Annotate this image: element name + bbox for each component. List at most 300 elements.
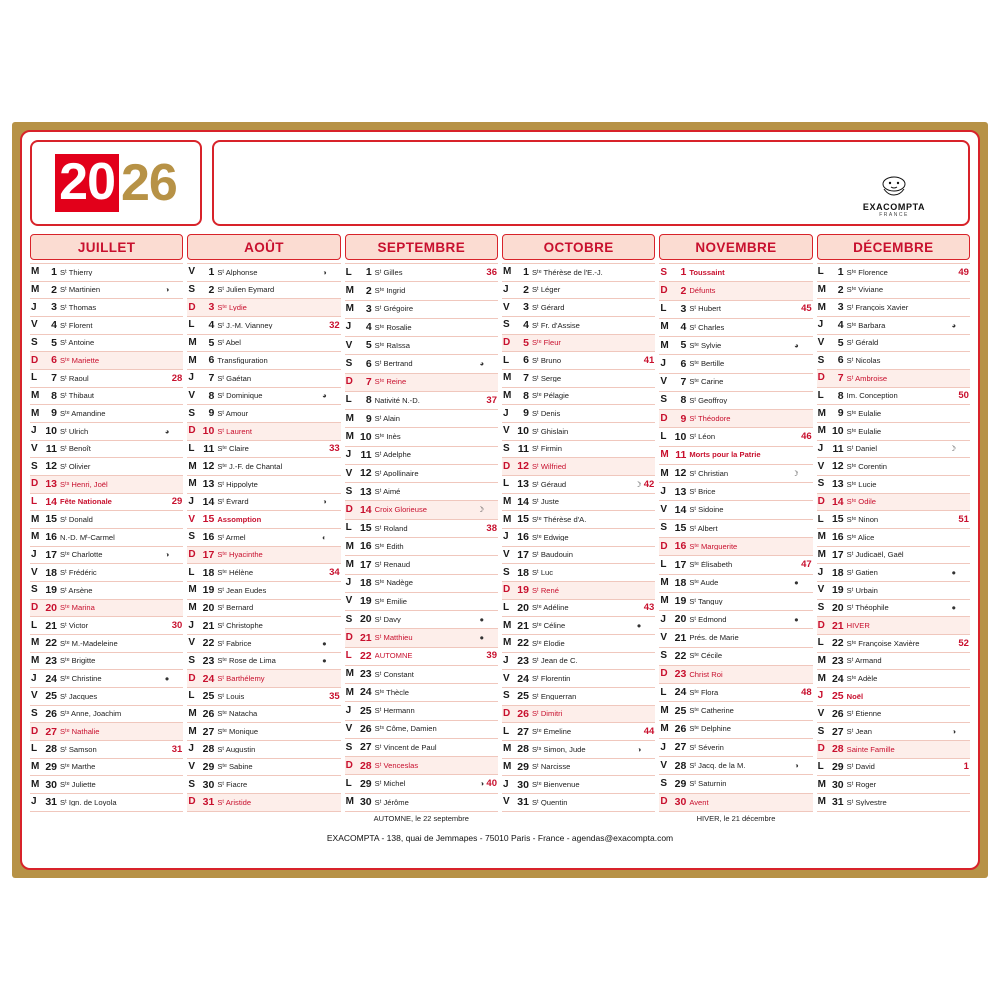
saint-name: Sᵗᵉ Marguerite: [689, 542, 738, 551]
day-row[interactable]: [817, 370, 970, 388]
saint-name: Sᵗˢ Simon, Jude: [531, 745, 586, 754]
day-row[interactable]: [187, 405, 340, 423]
day-number: 16: [674, 540, 687, 553]
day-number: 17: [517, 548, 529, 561]
day-number: 1: [523, 266, 529, 279]
day-number: 7: [51, 372, 57, 385]
day-row[interactable]: [817, 317, 970, 335]
day-row[interactable]: [30, 706, 183, 724]
day-row[interactable]: [659, 757, 812, 775]
saint-name: Sᵗ Jean Eudes: [217, 586, 267, 595]
day-row[interactable]: [817, 476, 970, 494]
day-row[interactable]: [30, 529, 183, 547]
day-row[interactable]: [345, 301, 498, 319]
weekday-letter: M: [817, 672, 826, 684]
day-row[interactable]: [659, 648, 812, 666]
day-number: 1: [680, 266, 687, 279]
day-row[interactable]: [502, 670, 655, 688]
day-row[interactable]: [817, 600, 970, 618]
day-row[interactable]: [345, 739, 498, 757]
day-row[interactable]: [345, 629, 498, 647]
day-row[interactable]: [502, 653, 655, 671]
day-number: 6: [208, 354, 215, 367]
day-row[interactable]: [659, 538, 812, 556]
notes-area[interactable]: [212, 140, 970, 226]
saint-name: Sᵗ Sidoine: [689, 506, 724, 514]
day-row[interactable]: [187, 299, 340, 317]
saint-name: Sᵗ Aristide: [217, 798, 252, 807]
day-number: 10: [674, 430, 687, 443]
day-row[interactable]: [817, 776, 970, 794]
day-row[interactable]: [502, 423, 655, 441]
weekday-letter: D: [188, 301, 196, 313]
day-row[interactable]: [817, 564, 970, 582]
day-row[interactable]: [659, 684, 812, 702]
day-number: 27: [831, 725, 844, 738]
day-row[interactable]: [659, 447, 812, 465]
day-row[interactable]: [502, 529, 655, 547]
day-row[interactable]: [502, 299, 655, 317]
week-number: 50: [958, 390, 969, 402]
day-row[interactable]: [187, 494, 340, 512]
day-row[interactable]: [817, 352, 970, 370]
day-row[interactable]: [30, 600, 183, 618]
day-row[interactable]: [817, 529, 970, 547]
day-row[interactable]: [30, 688, 183, 706]
day-row[interactable]: [502, 476, 655, 494]
day-row[interactable]: [659, 739, 812, 757]
day-row[interactable]: [30, 547, 183, 565]
brand-block: [834, 175, 954, 218]
day-number: 8: [523, 389, 529, 402]
day-row[interactable]: [502, 564, 655, 582]
day-number: 17: [359, 558, 372, 571]
day-row[interactable]: [817, 263, 970, 282]
weekday-letter: S: [502, 690, 510, 702]
saint-name: Sᵗᵉ Juliette: [60, 781, 96, 789]
day-row[interactable]: [30, 794, 183, 812]
day-row[interactable]: [502, 688, 655, 706]
day-number: 20: [517, 601, 529, 614]
day-row[interactable]: [187, 263, 340, 282]
day-row[interactable]: [30, 370, 183, 388]
day-row[interactable]: [187, 759, 340, 777]
day-number: 29: [45, 760, 57, 773]
day-row[interactable]: [817, 635, 970, 653]
day-row[interactable]: [345, 392, 498, 410]
day-row[interactable]: [345, 775, 498, 793]
day-row[interactable]: [345, 575, 498, 593]
day-number: 2: [51, 283, 57, 296]
saint-name: Sᵗ Séverin: [689, 743, 724, 752]
day-row[interactable]: [30, 458, 183, 476]
day-number: 27: [359, 741, 372, 754]
day-row[interactable]: [659, 794, 812, 812]
saint-name: Sᵗᵉ Fleur: [531, 339, 561, 347]
week-number: 48: [801, 686, 812, 698]
day-row[interactable]: [659, 465, 812, 483]
saint-name: Sᵗᵉ Catherine: [689, 707, 734, 715]
day-row[interactable]: [502, 759, 655, 777]
day-row[interactable]: [502, 617, 655, 635]
saint-name: Sᵗᵉ Delphine: [689, 725, 731, 734]
day-row[interactable]: [502, 352, 655, 370]
day-row[interactable]: [659, 483, 812, 501]
day-row[interactable]: [187, 388, 340, 406]
week-number: 43: [643, 602, 655, 614]
day-number: 30: [831, 778, 844, 791]
day-row[interactable]: [817, 741, 970, 759]
day-row[interactable]: [187, 723, 340, 741]
day-row[interactable]: [659, 263, 812, 282]
day-row[interactable]: [30, 511, 183, 529]
weekday-letter: L: [817, 637, 824, 649]
day-row[interactable]: [187, 529, 340, 547]
day-row[interactable]: [345, 538, 498, 556]
day-row[interactable]: [817, 688, 970, 706]
weekday-letter: S: [31, 708, 38, 720]
day-row[interactable]: [30, 582, 183, 600]
day-row[interactable]: [187, 335, 340, 353]
weekday-letter: D: [31, 725, 39, 737]
saint-name: Sᵗ Gilles: [374, 268, 403, 277]
day-row[interactable]: [502, 282, 655, 300]
day-row[interactable]: [345, 483, 498, 501]
day-row[interactable]: [30, 317, 183, 335]
saint-name: Sᵗ Nicolas: [846, 356, 881, 365]
weekday-letter: M: [188, 584, 197, 596]
day-row[interactable]: [502, 776, 655, 794]
weekday-letter: L: [31, 743, 38, 755]
day-row[interactable]: [187, 688, 340, 706]
day-row[interactable]: [659, 319, 812, 337]
moon-phase-icon: ◑: [636, 744, 642, 754]
day-row[interactable]: [659, 392, 812, 410]
day-row[interactable]: [502, 441, 655, 459]
day-row[interactable]: [187, 352, 340, 370]
day-row[interactable]: [187, 317, 340, 335]
day-row[interactable]: [187, 635, 340, 653]
day-row[interactable]: [30, 282, 183, 300]
day-row[interactable]: [817, 405, 970, 423]
day-row[interactable]: [502, 635, 655, 653]
day-row[interactable]: [187, 582, 340, 600]
day-row[interactable]: [817, 547, 970, 565]
day-row[interactable]: [502, 723, 655, 741]
saint-name: Sᵗ Sylvestre: [846, 798, 887, 807]
day-row[interactable]: [345, 447, 498, 465]
day-row[interactable]: [817, 759, 970, 777]
day-row[interactable]: [659, 575, 812, 593]
saint-name: Sᵗ Léger: [531, 286, 561, 294]
weekday-letter: M: [188, 478, 197, 490]
day-row[interactable]: [659, 611, 812, 629]
weekday-letter: M: [502, 743, 512, 755]
weekday-letter: M: [188, 708, 197, 720]
day-number: 7: [208, 372, 215, 385]
day-row[interactable]: [30, 352, 183, 370]
day-row[interactable]: [502, 794, 655, 812]
moon-phase-icon: ☽: [791, 468, 799, 478]
day-number: 6: [837, 354, 844, 367]
day-row[interactable]: [817, 335, 970, 353]
week-number: 1: [963, 761, 969, 773]
day-row[interactable]: [345, 702, 498, 720]
day-row[interactable]: [30, 723, 183, 741]
day-row[interactable]: [30, 741, 183, 759]
year-second-half: 26: [121, 154, 177, 212]
day-row[interactable]: [30, 617, 183, 635]
day-row[interactable]: [502, 405, 655, 423]
day-row[interactable]: [817, 299, 970, 317]
day-row[interactable]: [345, 684, 498, 702]
day-row[interactable]: [187, 564, 340, 582]
weekday-letter: L: [31, 372, 38, 384]
day-row[interactable]: [30, 423, 183, 441]
day-row[interactable]: [659, 301, 812, 319]
day-row[interactable]: [30, 759, 183, 777]
day-number: 26: [359, 723, 372, 736]
weekday-letter: S: [660, 650, 667, 662]
saint-name: Sᵗᵉ J.-F. de Chantal: [217, 462, 283, 471]
day-row[interactable]: [187, 547, 340, 565]
day-row[interactable]: [187, 776, 340, 794]
day-row[interactable]: [502, 370, 655, 388]
weekday-letter: J: [188, 619, 194, 631]
saint-name: N.-D. Mᵗ-Carmel: [60, 533, 115, 542]
day-row[interactable]: [187, 670, 340, 688]
weekday-letter: J: [660, 357, 666, 369]
day-row[interactable]: [187, 423, 340, 441]
day-row[interactable]: [345, 556, 498, 574]
weekday-letter: V: [31, 690, 38, 702]
moon-phase-icon: ●: [322, 638, 327, 648]
weekday-letter: M: [660, 577, 669, 589]
day-row[interactable]: [187, 476, 340, 494]
day-row[interactable]: [345, 465, 498, 483]
day-row[interactable]: [659, 410, 812, 428]
day-row[interactable]: [187, 441, 340, 459]
day-row[interactable]: [30, 441, 183, 459]
saint-name: Sᵗ J.-M. Vianney: [217, 321, 273, 330]
month-footnote: HIVER, le 21 décembre: [696, 814, 776, 823]
weekday-letter: D: [660, 668, 668, 680]
day-row[interactable]: [659, 666, 812, 684]
saint-name: Croix Glorieuse: [374, 506, 427, 514]
day-row[interactable]: [187, 794, 340, 812]
day-row[interactable]: [345, 611, 498, 629]
day-number: 10: [45, 425, 57, 438]
day-number: 31: [45, 796, 57, 809]
day-row[interactable]: [817, 441, 970, 459]
day-row[interactable]: [817, 794, 970, 812]
day-row[interactable]: [345, 337, 498, 355]
weekday-letter: D: [188, 425, 196, 437]
weekday-letter: J: [188, 496, 194, 508]
day-number: 22: [359, 649, 372, 662]
day-row[interactable]: [817, 723, 970, 741]
day-row[interactable]: [345, 319, 498, 337]
day-row[interactable]: [817, 617, 970, 635]
day-row[interactable]: [30, 670, 183, 688]
day-number: 17: [202, 548, 215, 561]
saint-name: Sᵗ Alain: [374, 414, 400, 423]
saint-name: Sᵗᵉ Hyacinthe: [217, 551, 263, 559]
day-row[interactable]: [345, 648, 498, 666]
day-row[interactable]: [659, 702, 812, 720]
day-number: 25: [202, 690, 215, 703]
saint-name: Prés. de Marie: [689, 634, 739, 642]
weekday-letter: J: [660, 613, 666, 625]
weekday-letter: V: [345, 339, 353, 351]
day-row[interactable]: [659, 520, 812, 538]
weekday-letter: J: [817, 319, 824, 331]
saint-name: Sᵗ Martinien: [60, 286, 101, 294]
day-row[interactable]: [659, 556, 812, 574]
weekday-letter: M: [660, 595, 669, 607]
day-row[interactable]: [345, 721, 498, 739]
day-row[interactable]: [502, 317, 655, 335]
day-row[interactable]: [817, 653, 970, 671]
day-row[interactable]: [187, 741, 340, 759]
day-row[interactable]: [345, 501, 498, 519]
saint-name: Sᵗ Grégoire: [374, 305, 414, 313]
day-row[interactable]: [30, 299, 183, 317]
saint-name: Nativité N.-D.: [374, 396, 420, 405]
day-number: 2: [365, 284, 372, 297]
day-number: 4: [208, 319, 215, 332]
day-number: 25: [45, 690, 57, 703]
day-row[interactable]: [187, 282, 340, 300]
moon-phase-icon: ◑: [951, 727, 956, 737]
day-row[interactable]: [187, 370, 340, 388]
day-row[interactable]: [345, 794, 498, 812]
day-row[interactable]: [502, 511, 655, 529]
day-row[interactable]: [30, 653, 183, 671]
day-row[interactable]: [187, 706, 340, 724]
day-row[interactable]: [345, 666, 498, 684]
year-label: [55, 154, 177, 212]
day-row[interactable]: [502, 547, 655, 565]
day-row[interactable]: [345, 757, 498, 775]
day-row[interactable]: [502, 706, 655, 724]
month-title: SEPTEMBRE: [345, 234, 498, 260]
day-row[interactable]: [659, 775, 812, 793]
day-number: 8: [680, 394, 687, 407]
day-row[interactable]: [659, 355, 812, 373]
saint-name: Défunts: [689, 287, 716, 295]
day-row[interactable]: [659, 501, 812, 519]
weekday-letter: D: [31, 602, 39, 614]
day-number: 19: [674, 595, 687, 608]
day-row[interactable]: [187, 653, 340, 671]
saint-name: Sᵗ David: [846, 763, 875, 771]
day-row[interactable]: [345, 428, 498, 446]
day-row[interactable]: [30, 335, 183, 353]
saint-name: Sᵗ Barthélemy: [217, 674, 265, 683]
day-row[interactable]: [187, 458, 340, 476]
day-row[interactable]: [345, 520, 498, 538]
day-row[interactable]: [659, 337, 812, 355]
day-number: 29: [517, 760, 529, 773]
day-row[interactable]: [187, 511, 340, 529]
day-row[interactable]: [817, 494, 970, 512]
day-row[interactable]: [659, 428, 812, 446]
day-row[interactable]: [502, 263, 655, 282]
weekday-letter: M: [660, 449, 669, 461]
day-row[interactable]: [30, 263, 183, 282]
day-row[interactable]: [817, 388, 970, 406]
day-row[interactable]: [345, 263, 498, 282]
day-row[interactable]: [30, 564, 183, 582]
day-number: 10: [517, 425, 529, 438]
day-number: 8: [51, 389, 57, 402]
weekday-letter: S: [188, 655, 195, 667]
day-row[interactable]: [30, 776, 183, 794]
weekday-letter: V: [502, 425, 510, 437]
day-row[interactable]: [30, 388, 183, 406]
saint-name: Sᵗᵉ Rose de Lima: [217, 657, 276, 665]
day-row[interactable]: [659, 629, 812, 647]
day-row[interactable]: [502, 458, 655, 476]
week-number: 39: [486, 650, 497, 662]
day-number: 24: [45, 672, 57, 685]
day-row[interactable]: [817, 511, 970, 529]
day-row[interactable]: [502, 494, 655, 512]
day-row[interactable]: [345, 593, 498, 611]
day-row[interactable]: [502, 388, 655, 406]
day-number: 18: [517, 566, 529, 579]
weekday-letter: S: [502, 566, 510, 578]
day-row[interactable]: [30, 476, 183, 494]
day-row[interactable]: [659, 374, 812, 392]
day-row[interactable]: [345, 282, 498, 300]
day-row[interactable]: [502, 582, 655, 600]
day-row[interactable]: [817, 706, 970, 724]
day-row[interactable]: [30, 405, 183, 423]
day-row[interactable]: [502, 600, 655, 618]
day-row[interactable]: [659, 282, 812, 300]
months-grid: [30, 234, 970, 826]
day-row[interactable]: [345, 374, 498, 392]
day-row[interactable]: [659, 593, 812, 611]
day-row[interactable]: [187, 617, 340, 635]
day-number: 26: [202, 707, 215, 720]
day-row[interactable]: [30, 635, 183, 653]
weekday-letter: V: [345, 723, 353, 735]
day-number: 29: [674, 777, 687, 790]
weekday-letter: D: [660, 284, 668, 296]
saint-name: Morts pour la Patrie: [689, 451, 761, 460]
week-number: 42: [643, 478, 655, 490]
day-row[interactable]: [187, 600, 340, 618]
day-row[interactable]: [30, 494, 183, 512]
weekday-letter: J: [31, 301, 37, 313]
day-number: 5: [208, 336, 215, 349]
day-row[interactable]: [345, 410, 498, 428]
day-row[interactable]: [502, 741, 655, 759]
day-row[interactable]: [817, 670, 970, 688]
week-number: 44: [643, 726, 655, 738]
weekday-letter: M: [502, 761, 512, 773]
day-row[interactable]: [817, 582, 970, 600]
day-row[interactable]: [817, 423, 970, 441]
day-row[interactable]: [817, 458, 970, 476]
day-row[interactable]: [345, 355, 498, 373]
day-row[interactable]: [817, 282, 970, 300]
day-row[interactable]: [502, 335, 655, 353]
day-row[interactable]: [659, 721, 812, 739]
